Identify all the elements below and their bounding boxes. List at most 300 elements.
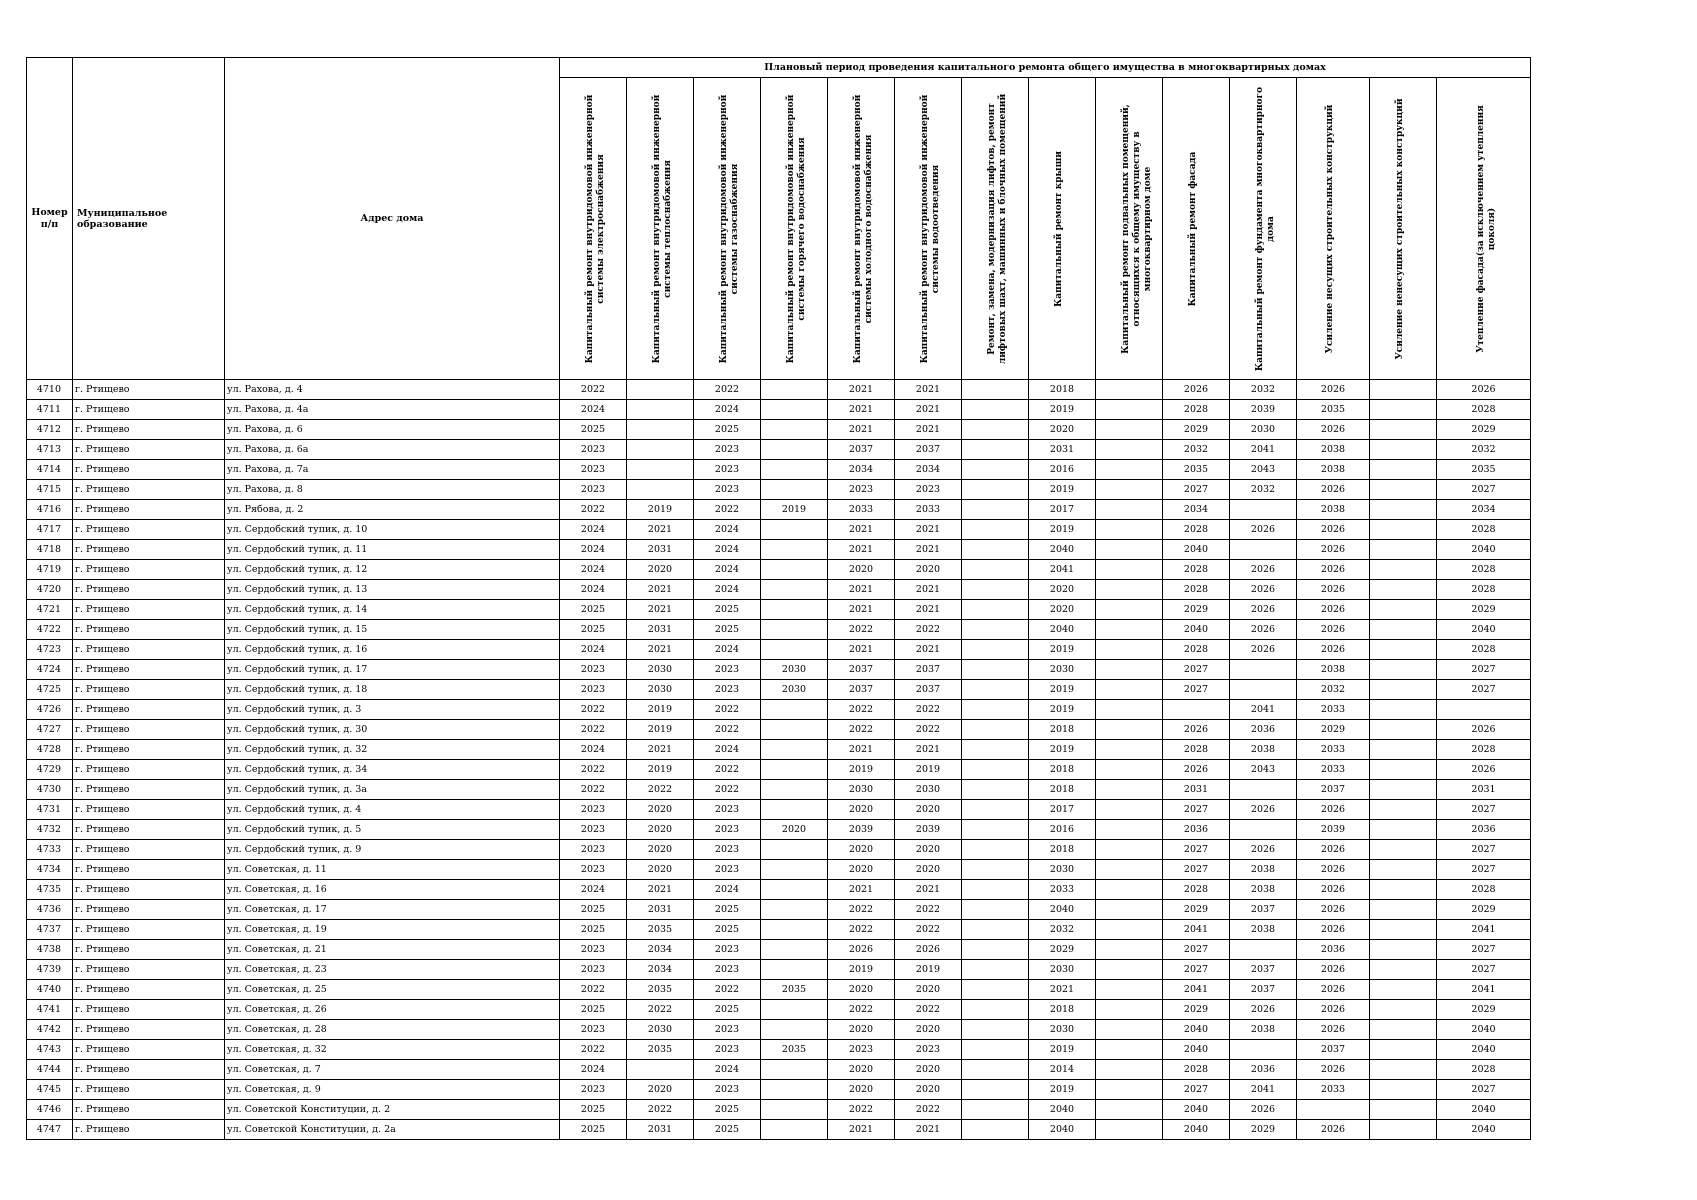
table-row	[27, 840, 1531, 860]
row-number: 4725	[27, 680, 73, 700]
header-work-type-label: Усиление ненесущих строительных конструкций	[1395, 98, 1405, 360]
row-year-cell: 2021	[895, 880, 962, 900]
row-year-cell: 2022	[895, 1000, 962, 1020]
row-year-cell: 2036	[1230, 1060, 1297, 1080]
row-municipality: г. Ртищево	[73, 920, 225, 940]
row-number: 4733	[27, 840, 73, 860]
row-year-cell: 2030	[761, 660, 828, 680]
row-year-cell: 2037	[1297, 1040, 1370, 1060]
row-year-cell: 2021	[895, 400, 962, 420]
row-municipality: г. Ртищево	[73, 560, 225, 580]
header-work-type-label: Капитальный ремонт внутридомовой инженерной системы холодного водоснабжения	[853, 94, 874, 364]
header-number: Номер п/п	[27, 58, 73, 380]
row-year-cell: 2025	[694, 600, 761, 620]
row-year-cell: 2037	[1230, 900, 1297, 920]
row-year-cell: 2041	[1437, 920, 1531, 940]
row-year-cell: 2024	[694, 520, 761, 540]
row-year-cell	[1096, 1100, 1163, 1120]
row-year-cell: 2040	[1163, 1120, 1230, 1140]
table-row	[27, 900, 1531, 920]
row-municipality: г. Ртищево	[73, 780, 225, 800]
row-year-cell	[1230, 660, 1297, 680]
row-municipality: г. Ртищево	[73, 820, 225, 840]
row-municipality: г. Ртищево	[73, 580, 225, 600]
row-year-cell: 2024	[560, 520, 627, 540]
row-address: ул. Советская, д. 7	[225, 1060, 560, 1080]
row-year-cell	[1096, 680, 1163, 700]
row-year-cell: 2019	[1029, 640, 1096, 660]
row-year-cell	[1370, 1060, 1437, 1080]
row-year-cell	[962, 920, 1029, 940]
row-address: ул. Советская, д. 11	[225, 860, 560, 880]
row-municipality: г. Ртищево	[73, 540, 225, 560]
row-number: 4727	[27, 720, 73, 740]
row-year-cell	[1096, 580, 1163, 600]
row-year-cell	[1370, 1080, 1437, 1100]
row-year-cell: 2026	[1230, 640, 1297, 660]
row-address: ул. Советская, д. 16	[225, 880, 560, 900]
row-year-cell: 2023	[694, 1080, 761, 1100]
row-year-cell	[1096, 520, 1163, 540]
row-year-cell: 2028	[1163, 580, 1230, 600]
row-year-cell: 2026	[1297, 860, 1370, 880]
row-year-cell: 2023	[694, 680, 761, 700]
row-year-cell: 2021	[627, 740, 694, 760]
row-year-cell	[761, 1060, 828, 1080]
row-year-cell: 2021	[627, 580, 694, 600]
row-municipality: г. Ртищево	[73, 380, 225, 400]
row-year-cell: 2024	[694, 740, 761, 760]
row-year-cell: 2037	[895, 680, 962, 700]
header-work-type	[761, 78, 828, 380]
row-year-cell: 2024	[694, 1060, 761, 1080]
row-year-cell: 2021	[828, 640, 895, 660]
row-number: 4731	[27, 800, 73, 820]
row-year-cell: 2020	[828, 860, 895, 880]
row-year-cell: 2022	[828, 1000, 895, 1020]
row-year-cell: 2041	[1163, 920, 1230, 940]
row-year-cell: 2021	[828, 400, 895, 420]
row-year-cell: 2028	[1437, 740, 1531, 760]
row-year-cell: 2026	[1230, 520, 1297, 540]
table-row	[27, 540, 1531, 560]
row-municipality: г. Ртищево	[73, 420, 225, 440]
row-year-cell: 2018	[1029, 780, 1096, 800]
row-year-cell	[1370, 900, 1437, 920]
row-year-cell: 2039	[895, 820, 962, 840]
row-year-cell: 2030	[1029, 1020, 1096, 1040]
row-year-cell: 2036	[1163, 820, 1230, 840]
row-year-cell: 2024	[560, 580, 627, 600]
row-address: ул. Сердобский тупик, д. 12	[225, 560, 560, 580]
row-year-cell: 2025	[694, 1120, 761, 1140]
row-year-cell	[1370, 840, 1437, 860]
row-year-cell: 2040	[1437, 1020, 1531, 1040]
row-year-cell: 2024	[560, 740, 627, 760]
row-year-cell	[1096, 460, 1163, 480]
row-year-cell: 2030	[828, 780, 895, 800]
row-year-cell	[962, 820, 1029, 840]
row-year-cell	[1096, 780, 1163, 800]
row-year-cell: 2040	[1163, 1040, 1230, 1060]
row-year-cell: 2022	[828, 900, 895, 920]
row-year-cell: 2039	[828, 820, 895, 840]
row-year-cell: 2040	[1029, 620, 1096, 640]
row-year-cell: 2020	[761, 820, 828, 840]
row-year-cell: 2026	[1230, 580, 1297, 600]
row-year-cell	[1370, 400, 1437, 420]
row-year-cell: 2023	[560, 480, 627, 500]
header-work-type-label: Капитальный ремонт внутридомовой инженерной системы газоснабжения	[719, 94, 740, 364]
row-year-cell: 2023	[694, 440, 761, 460]
row-year-cell: 2026	[1297, 560, 1370, 580]
row-year-cell	[962, 460, 1029, 480]
row-year-cell: 2029	[1163, 900, 1230, 920]
row-year-cell: 2028	[1437, 520, 1531, 540]
row-year-cell: 2027	[1437, 960, 1531, 980]
row-year-cell: 2021	[627, 640, 694, 660]
row-year-cell	[627, 440, 694, 460]
row-year-cell	[1370, 1120, 1437, 1140]
row-year-cell: 2022	[560, 1040, 627, 1060]
row-municipality: г. Ртищево	[73, 1120, 225, 1140]
table-row	[27, 1000, 1531, 1020]
row-year-cell	[1096, 1040, 1163, 1060]
row-year-cell: 2019	[627, 760, 694, 780]
row-year-cell	[761, 1100, 828, 1120]
row-year-cell: 2022	[627, 1000, 694, 1020]
row-address: ул. Сердобский тупик, д. 4	[225, 800, 560, 820]
repair-schedule-table	[26, 57, 1531, 1140]
row-year-cell: 2025	[560, 1100, 627, 1120]
header-work-type	[828, 78, 895, 380]
row-year-cell	[1370, 460, 1437, 480]
row-year-cell: 2038	[1230, 920, 1297, 940]
row-year-cell: 2024	[560, 540, 627, 560]
row-municipality: г. Ртищево	[73, 480, 225, 500]
row-year-cell: 2016	[1029, 460, 1096, 480]
row-number: 4730	[27, 780, 73, 800]
row-year-cell: 2040	[1437, 540, 1531, 560]
row-year-cell	[1370, 820, 1437, 840]
row-year-cell: 2019	[828, 960, 895, 980]
header-work-type	[627, 78, 694, 380]
row-year-cell	[1096, 800, 1163, 820]
row-year-cell: 2029	[1297, 720, 1370, 740]
row-address: ул. Советская, д. 21	[225, 940, 560, 960]
row-year-cell: 2035	[1297, 400, 1370, 420]
row-year-cell	[962, 620, 1029, 640]
row-year-cell	[1096, 600, 1163, 620]
row-year-cell: 2033	[1297, 1080, 1370, 1100]
table-row	[27, 1060, 1531, 1080]
row-address: ул. Сердобский тупик, д. 18	[225, 680, 560, 700]
row-year-cell: 2023	[560, 820, 627, 840]
row-year-cell: 2041	[1230, 1080, 1297, 1100]
row-year-cell	[1230, 940, 1297, 960]
row-year-cell: 2021	[828, 580, 895, 600]
row-year-cell: 2029	[1163, 600, 1230, 620]
row-year-cell	[761, 920, 828, 940]
row-year-cell: 2022	[560, 780, 627, 800]
row-address: ул. Сердобский тупик, д. 3	[225, 700, 560, 720]
row-year-cell: 2026	[1437, 760, 1531, 780]
row-number: 4712	[27, 420, 73, 440]
header-planned-period: Плановый период проведения капитального ремонта общего имущества в многоквартирных домах	[560, 58, 1531, 78]
row-year-cell: 2034	[828, 460, 895, 480]
row-year-cell: 2021	[627, 520, 694, 540]
row-number: 4743	[27, 1040, 73, 1060]
row-year-cell	[761, 720, 828, 740]
row-year-cell	[962, 800, 1029, 820]
row-address: ул. Советская, д. 23	[225, 960, 560, 980]
row-year-cell: 2027	[1437, 660, 1531, 680]
row-year-cell: 2034	[895, 460, 962, 480]
row-year-cell	[627, 480, 694, 500]
row-year-cell: 2023	[560, 1080, 627, 1100]
row-year-cell: 2019	[1029, 1040, 1096, 1060]
row-address: ул. Сердобский тупик, д. 34	[225, 760, 560, 780]
row-year-cell: 2023	[694, 840, 761, 860]
row-year-cell: 2026	[1163, 720, 1230, 740]
row-year-cell: 2024	[560, 400, 627, 420]
row-year-cell	[761, 800, 828, 820]
row-year-cell: 2019	[1029, 400, 1096, 420]
row-year-cell: 2020	[895, 1020, 962, 1040]
row-year-cell: 2020	[828, 1020, 895, 1040]
row-year-cell: 2029	[1437, 420, 1531, 440]
row-year-cell	[962, 580, 1029, 600]
row-year-cell: 2026	[1163, 380, 1230, 400]
row-year-cell	[962, 540, 1029, 560]
row-year-cell: 2020	[627, 560, 694, 580]
row-year-cell: 2032	[1163, 440, 1230, 460]
row-year-cell: 2027	[1163, 1080, 1230, 1100]
row-year-cell	[962, 780, 1029, 800]
row-year-cell	[1096, 720, 1163, 740]
row-address: ул. Рахова, д. 4а	[225, 400, 560, 420]
table-row	[27, 760, 1531, 780]
header-work-type-label: Капитальный ремонт внутридомовой инженерной системы теплоснабжения	[652, 94, 673, 364]
row-year-cell	[1096, 420, 1163, 440]
row-year-cell	[962, 940, 1029, 960]
row-year-cell: 2028	[1437, 580, 1531, 600]
row-number: 4742	[27, 1020, 73, 1040]
row-year-cell: 2027	[1437, 940, 1531, 960]
row-year-cell	[1370, 500, 1437, 520]
row-year-cell: 2030	[627, 1020, 694, 1040]
row-year-cell	[1370, 700, 1437, 720]
row-address: ул. Рахова, д. 7а	[225, 460, 560, 480]
row-year-cell: 2030	[1230, 420, 1297, 440]
row-year-cell: 2035	[1437, 460, 1531, 480]
row-address: ул. Рябова, д. 2	[225, 500, 560, 520]
row-year-cell: 2032	[1029, 920, 1096, 940]
header-work-type	[1163, 78, 1230, 380]
row-year-cell: 2023	[694, 800, 761, 820]
table-row	[27, 880, 1531, 900]
row-year-cell: 2020	[1029, 580, 1096, 600]
row-municipality: г. Ртищево	[73, 760, 225, 780]
row-municipality: г. Ртищево	[73, 1060, 225, 1080]
row-year-cell: 2023	[828, 480, 895, 500]
row-year-cell: 2037	[895, 440, 962, 460]
row-address: ул. Сердобский тупик, д. 15	[225, 620, 560, 640]
row-year-cell: 2031	[1163, 780, 1230, 800]
row-year-cell: 2038	[1230, 880, 1297, 900]
row-year-cell: 2024	[694, 400, 761, 420]
row-year-cell: 2026	[1297, 800, 1370, 820]
row-year-cell: 2022	[560, 760, 627, 780]
row-year-cell: 2026	[1297, 540, 1370, 560]
row-year-cell: 2027	[1437, 860, 1531, 880]
row-year-cell: 2038	[1297, 500, 1370, 520]
row-year-cell	[1096, 620, 1163, 640]
row-year-cell: 2019	[1029, 1080, 1096, 1100]
row-year-cell: 2026	[1297, 900, 1370, 920]
row-year-cell: 2028	[1437, 400, 1531, 420]
row-year-cell: 2023	[560, 440, 627, 460]
header-work-type-label: Капитальный ремонт крыши	[1054, 151, 1064, 307]
row-year-cell	[1163, 700, 1230, 720]
table-row	[27, 780, 1531, 800]
row-year-cell: 2022	[694, 780, 761, 800]
row-year-cell: 2035	[761, 1040, 828, 1060]
row-year-cell: 2028	[1437, 560, 1531, 580]
table-row	[27, 680, 1531, 700]
row-year-cell: 2037	[1297, 780, 1370, 800]
header-work-type	[1437, 78, 1531, 380]
row-year-cell	[1370, 800, 1437, 820]
row-year-cell: 2025	[694, 900, 761, 920]
row-year-cell: 2033	[1297, 760, 1370, 780]
row-year-cell: 2033	[828, 500, 895, 520]
row-year-cell	[1370, 1020, 1437, 1040]
row-year-cell	[1370, 660, 1437, 680]
row-year-cell	[962, 960, 1029, 980]
row-year-cell: 2028	[1437, 640, 1531, 660]
row-year-cell	[1230, 820, 1297, 840]
row-year-cell: 2027	[1437, 480, 1531, 500]
row-year-cell: 2026	[1297, 1060, 1370, 1080]
row-municipality: г. Ртищево	[73, 980, 225, 1000]
row-year-cell: 2026	[1230, 800, 1297, 820]
row-year-cell: 2019	[761, 500, 828, 520]
row-year-cell: 2020	[627, 840, 694, 860]
row-year-cell	[761, 640, 828, 660]
row-year-cell: 2025	[560, 420, 627, 440]
row-year-cell: 2040	[1437, 1040, 1531, 1060]
row-year-cell	[1096, 760, 1163, 780]
row-year-cell: 2039	[1230, 400, 1297, 420]
row-year-cell	[962, 520, 1029, 540]
row-year-cell: 2026	[1297, 1020, 1370, 1040]
row-year-cell: 2020	[895, 980, 962, 1000]
row-municipality: г. Ртищево	[73, 500, 225, 520]
row-year-cell: 2026	[828, 940, 895, 960]
row-municipality: г. Ртищево	[73, 800, 225, 820]
row-year-cell: 2020	[828, 1060, 895, 1080]
row-year-cell: 2030	[1029, 860, 1096, 880]
row-year-cell: 2030	[895, 780, 962, 800]
row-year-cell: 2027	[1437, 680, 1531, 700]
row-year-cell: 2027	[1437, 800, 1531, 820]
row-year-cell	[1370, 860, 1437, 880]
row-number: 4721	[27, 600, 73, 620]
row-year-cell: 2028	[1163, 520, 1230, 540]
row-year-cell: 2026	[1230, 1100, 1297, 1120]
table-row	[27, 380, 1531, 400]
table-row	[27, 860, 1531, 880]
row-year-cell: 2026	[1163, 760, 1230, 780]
row-year-cell: 2026	[1230, 560, 1297, 580]
row-year-cell	[1096, 840, 1163, 860]
row-year-cell	[1370, 680, 1437, 700]
row-year-cell: 2026	[1297, 620, 1370, 640]
row-number: 4728	[27, 740, 73, 760]
row-year-cell: 2021	[895, 600, 962, 620]
row-year-cell: 2031	[627, 540, 694, 560]
row-year-cell: 2032	[1297, 680, 1370, 700]
row-year-cell	[962, 420, 1029, 440]
row-year-cell	[761, 780, 828, 800]
row-municipality: г. Ртищево	[73, 620, 225, 640]
row-year-cell: 2029	[1437, 900, 1531, 920]
row-year-cell	[1096, 940, 1163, 960]
row-year-cell	[962, 440, 1029, 460]
row-municipality: г. Ртищево	[73, 860, 225, 880]
row-year-cell: 2021	[1029, 980, 1096, 1000]
row-year-cell: 2020	[895, 800, 962, 820]
row-year-cell: 2021	[828, 880, 895, 900]
row-municipality: г. Ртищево	[73, 1100, 225, 1120]
row-year-cell: 2026	[1297, 880, 1370, 900]
row-year-cell: 2021	[828, 380, 895, 400]
row-year-cell: 2027	[1437, 840, 1531, 860]
row-address: ул. Рахова, д. 6	[225, 420, 560, 440]
row-year-cell: 2041	[1029, 560, 1096, 580]
row-address: ул. Сердобский тупик, д. 3а	[225, 780, 560, 800]
row-municipality: г. Ртищево	[73, 1020, 225, 1040]
header-municipality: Муниципальное образование	[73, 58, 225, 380]
row-year-cell	[1096, 900, 1163, 920]
row-year-cell: 2022	[694, 700, 761, 720]
row-year-cell: 2030	[627, 680, 694, 700]
row-number: 4711	[27, 400, 73, 420]
row-year-cell: 2024	[560, 880, 627, 900]
row-address: ул. Советской Конституции, д. 2а	[225, 1120, 560, 1140]
row-year-cell	[1370, 1040, 1437, 1060]
row-year-cell	[962, 1020, 1029, 1040]
row-year-cell	[1370, 760, 1437, 780]
row-number: 4744	[27, 1060, 73, 1080]
row-year-cell	[761, 740, 828, 760]
row-year-cell: 2020	[828, 840, 895, 860]
row-year-cell	[1370, 520, 1437, 540]
row-year-cell: 2028	[1437, 1060, 1531, 1080]
row-year-cell	[962, 500, 1029, 520]
row-year-cell: 2022	[694, 980, 761, 1000]
table-row	[27, 720, 1531, 740]
row-year-cell: 2022	[627, 1100, 694, 1120]
row-number: 4735	[27, 880, 73, 900]
row-year-cell	[761, 760, 828, 780]
row-year-cell: 2022	[560, 980, 627, 1000]
row-year-cell: 2026	[1437, 380, 1531, 400]
header-work-type-label: Капитальный ремонт подвальных помещений, относящихся к общему имуществу в многоквартирном доме	[1121, 104, 1153, 354]
row-year-cell	[1370, 720, 1437, 740]
header-work-type	[962, 78, 1029, 380]
